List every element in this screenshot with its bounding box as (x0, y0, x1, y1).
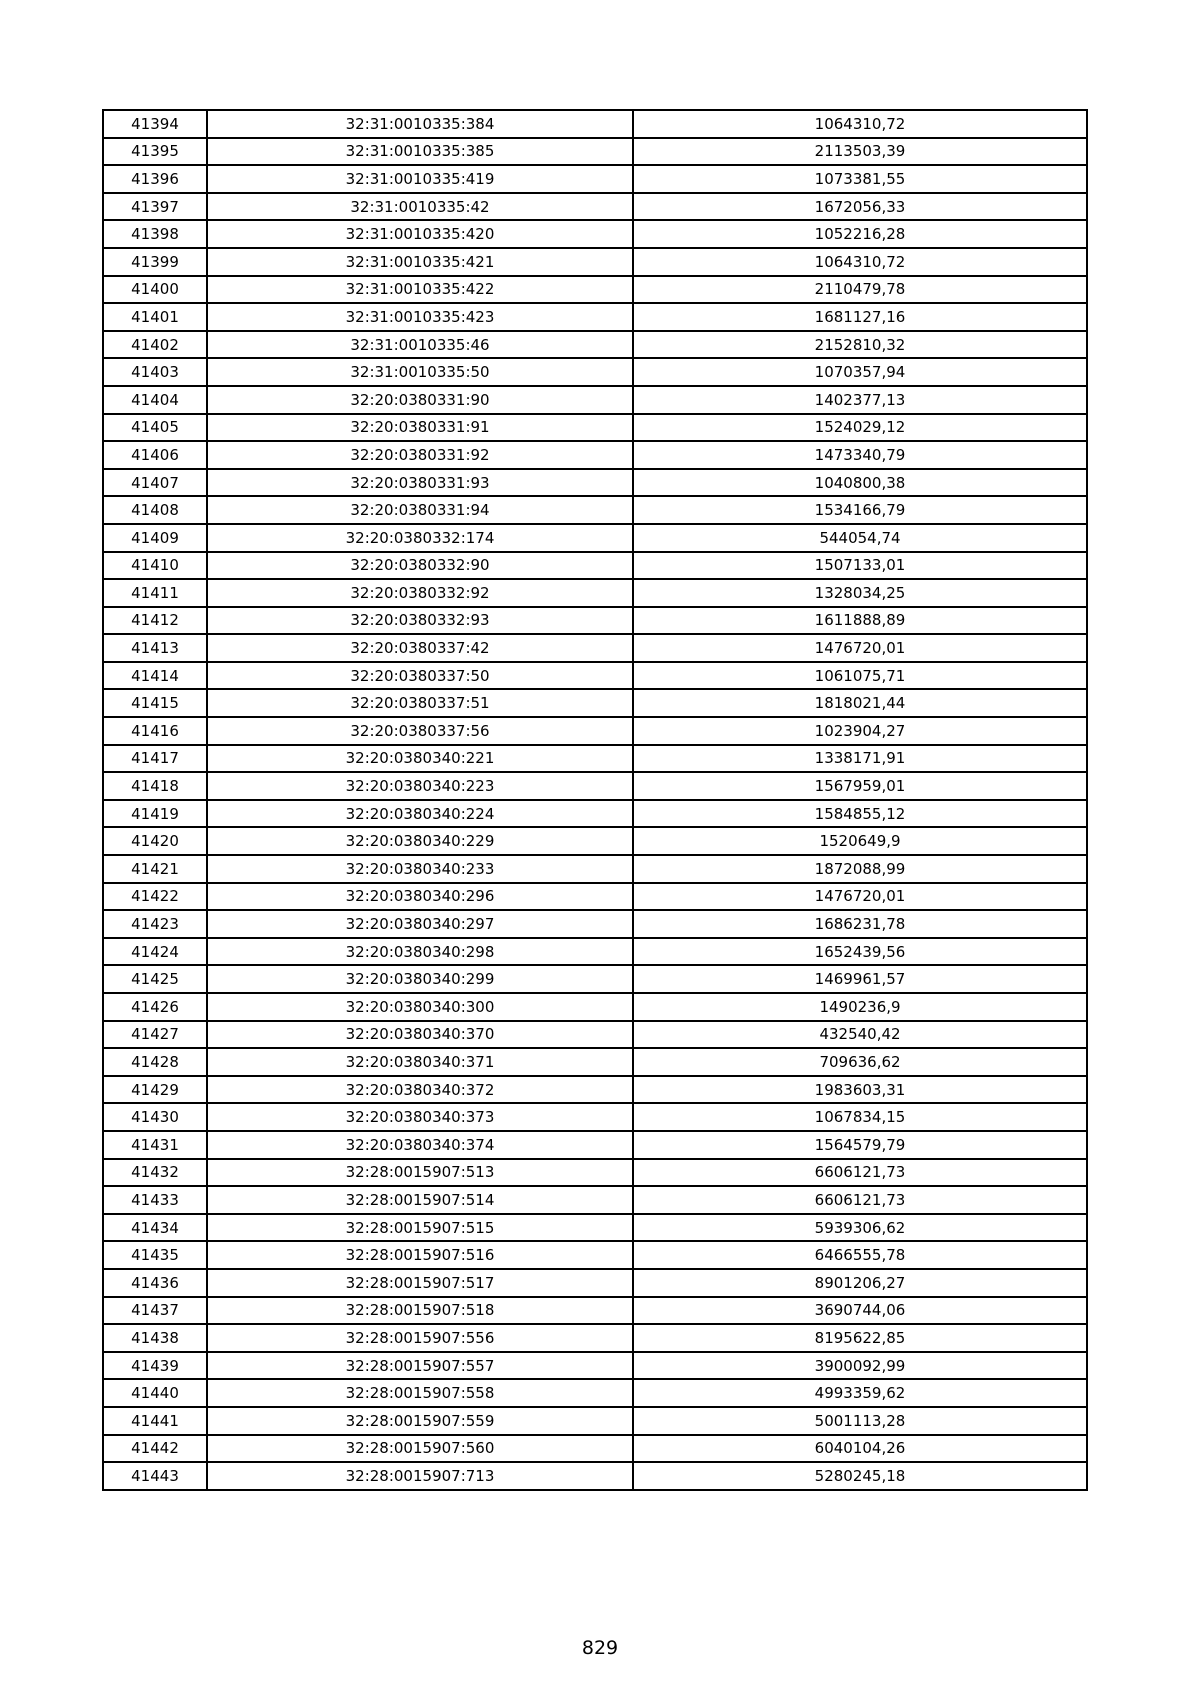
table-row (103, 1021, 1087, 1049)
row-number-cell: 41398 (103, 220, 207, 248)
table-row (103, 331, 1087, 359)
table-row (103, 1048, 1087, 1076)
cadastral-number-cell: 32:28:0015907:517 (207, 1269, 633, 1297)
row-number-cell: 41421 (103, 855, 207, 883)
row-number-cell: 41399 (103, 248, 207, 276)
row-number-cell: 41395 (103, 138, 207, 166)
row-number-cell: 41402 (103, 331, 207, 359)
value-cell: 1064310,72 (633, 248, 1087, 276)
cadastral-number-cell: 32:31:0010335:46 (207, 331, 633, 359)
value-cell: 1490236,9 (633, 993, 1087, 1021)
row-number-cell: 41404 (103, 386, 207, 414)
table-row (103, 855, 1087, 883)
table-row (103, 607, 1087, 635)
row-number-cell: 41410 (103, 552, 207, 580)
row-number-cell: 41433 (103, 1186, 207, 1214)
cadastral-number-cell: 32:28:0015907:560 (207, 1435, 633, 1463)
row-number-cell: 41419 (103, 800, 207, 828)
row-number-cell: 41422 (103, 883, 207, 911)
table-row (103, 1186, 1087, 1214)
cadastral-number-cell: 32:31:0010335:420 (207, 220, 633, 248)
value-cell: 8901206,27 (633, 1269, 1087, 1297)
value-cell: 1067834,15 (633, 1103, 1087, 1131)
value-cell: 1070357,94 (633, 358, 1087, 386)
cadastral-number-cell: 32:20:0380340:298 (207, 938, 633, 966)
table-row (103, 1435, 1087, 1463)
cadastral-number-cell: 32:31:0010335:419 (207, 165, 633, 193)
value-cell: 1652439,56 (633, 938, 1087, 966)
row-number-cell: 41436 (103, 1269, 207, 1297)
table-row (103, 1352, 1087, 1380)
table-row (103, 662, 1087, 690)
row-number-cell: 41429 (103, 1076, 207, 1104)
table-row (103, 800, 1087, 828)
value-cell: 6040104,26 (633, 1435, 1087, 1463)
value-cell: 2152810,32 (633, 331, 1087, 359)
value-cell: 1564579,79 (633, 1131, 1087, 1159)
table-row (103, 717, 1087, 745)
row-number-cell: 41415 (103, 689, 207, 717)
cadastral-number-cell: 32:20:0380332:174 (207, 524, 633, 552)
cadastral-number-cell: 32:31:0010335:385 (207, 138, 633, 166)
row-number-cell: 41443 (103, 1462, 207, 1490)
value-cell: 1524029,12 (633, 414, 1087, 442)
cadastral-number-cell: 32:28:0015907:556 (207, 1324, 633, 1352)
value-cell: 709636,62 (633, 1048, 1087, 1076)
value-cell: 6606121,73 (633, 1159, 1087, 1187)
table-row (103, 965, 1087, 993)
value-cell: 1476720,01 (633, 634, 1087, 662)
table-row (103, 772, 1087, 800)
row-number-cell: 41408 (103, 496, 207, 524)
cadastral-number-cell: 32:20:0380340:300 (207, 993, 633, 1021)
cadastral-number-cell: 32:28:0015907:557 (207, 1352, 633, 1380)
table-row (103, 552, 1087, 580)
table-row (103, 220, 1087, 248)
table-row (103, 1241, 1087, 1269)
row-number-cell: 41425 (103, 965, 207, 993)
row-number-cell: 41411 (103, 579, 207, 607)
value-cell: 1520649,9 (633, 827, 1087, 855)
table-row (103, 1103, 1087, 1131)
table-row (103, 993, 1087, 1021)
cadastral-number-cell: 32:20:0380340:233 (207, 855, 633, 883)
table-row (103, 138, 1087, 166)
row-number-cell: 41430 (103, 1103, 207, 1131)
table-row (103, 827, 1087, 855)
cadastral-number-cell: 32:31:0010335:422 (207, 276, 633, 304)
table-row (103, 1297, 1087, 1325)
cadastral-number-cell: 32:20:0380340:229 (207, 827, 633, 855)
value-cell: 4993359,62 (633, 1379, 1087, 1407)
cadastral-number-cell: 32:20:0380332:90 (207, 552, 633, 580)
value-cell: 1052216,28 (633, 220, 1087, 248)
cadastral-number-cell: 32:20:0380332:92 (207, 579, 633, 607)
cadastral-number-cell: 32:28:0015907:558 (207, 1379, 633, 1407)
row-number-cell: 41397 (103, 193, 207, 221)
row-number-cell: 41434 (103, 1214, 207, 1242)
cadastral-number-cell: 32:28:0015907:518 (207, 1297, 633, 1325)
table-row (103, 414, 1087, 442)
value-cell: 1061075,71 (633, 662, 1087, 690)
row-number-cell: 41438 (103, 1324, 207, 1352)
row-number-cell: 41401 (103, 303, 207, 331)
table-row (103, 386, 1087, 414)
row-number-cell: 41427 (103, 1021, 207, 1049)
row-number-cell: 41423 (103, 910, 207, 938)
row-number-cell: 41418 (103, 772, 207, 800)
row-number-cell: 41439 (103, 1352, 207, 1380)
row-number-cell: 41440 (103, 1379, 207, 1407)
cadastral-number-cell: 32:31:0010335:384 (207, 110, 633, 138)
data-table (102, 109, 1088, 1491)
cadastral-number-cell: 32:20:0380332:93 (207, 607, 633, 635)
value-cell: 6606121,73 (633, 1186, 1087, 1214)
row-number-cell: 41432 (103, 1159, 207, 1187)
value-cell: 1328034,25 (633, 579, 1087, 607)
value-cell: 1064310,72 (633, 110, 1087, 138)
row-number-cell: 41420 (103, 827, 207, 855)
cadastral-number-cell: 32:20:0380340:223 (207, 772, 633, 800)
table-row (103, 496, 1087, 524)
value-cell: 1818021,44 (633, 689, 1087, 717)
table-body (103, 110, 1087, 1490)
cadastral-number-cell: 32:20:0380331:91 (207, 414, 633, 442)
value-cell: 2113503,39 (633, 138, 1087, 166)
row-number-cell: 41435 (103, 1241, 207, 1269)
cadastral-number-cell: 32:28:0015907:513 (207, 1159, 633, 1187)
table-row (103, 910, 1087, 938)
table-row (103, 883, 1087, 911)
value-cell: 3690744,06 (633, 1297, 1087, 1325)
table-row (103, 276, 1087, 304)
cadastral-number-cell: 32:20:0380337:56 (207, 717, 633, 745)
value-cell: 1686231,78 (633, 910, 1087, 938)
cadastral-number-cell: 32:20:0380337:50 (207, 662, 633, 690)
table-row (103, 1214, 1087, 1242)
value-cell: 3900092,99 (633, 1352, 1087, 1380)
value-cell: 2110479,78 (633, 276, 1087, 304)
table-row (103, 1407, 1087, 1435)
table-row (103, 579, 1087, 607)
value-cell: 1402377,13 (633, 386, 1087, 414)
cadastral-number-cell: 32:28:0015907:514 (207, 1186, 633, 1214)
row-number-cell: 41412 (103, 607, 207, 635)
table-row (103, 1269, 1087, 1297)
row-number-cell: 41441 (103, 1407, 207, 1435)
row-number-cell: 41417 (103, 745, 207, 773)
table-row (103, 524, 1087, 552)
cadastral-number-cell: 32:28:0015907:713 (207, 1462, 633, 1490)
value-cell: 1476720,01 (633, 883, 1087, 911)
cadastral-number-cell: 32:20:0380331:90 (207, 386, 633, 414)
row-number-cell: 41406 (103, 441, 207, 469)
page-number: 829 (581, 1637, 619, 1659)
value-cell: 1983603,31 (633, 1076, 1087, 1104)
value-cell: 1567959,01 (633, 772, 1087, 800)
cadastral-number-cell: 32:20:0380340:221 (207, 745, 633, 773)
value-cell: 1611888,89 (633, 607, 1087, 635)
cadastral-number-cell: 32:31:0010335:421 (207, 248, 633, 276)
row-number-cell: 41400 (103, 276, 207, 304)
value-cell: 5939306,62 (633, 1214, 1087, 1242)
value-cell: 1584855,12 (633, 800, 1087, 828)
table-row (103, 745, 1087, 773)
value-cell: 8195622,85 (633, 1324, 1087, 1352)
table-row (103, 1159, 1087, 1187)
cadastral-number-cell: 32:20:0380340:297 (207, 910, 633, 938)
value-cell: 5280245,18 (633, 1462, 1087, 1490)
table-row (103, 634, 1087, 662)
row-number-cell: 41396 (103, 165, 207, 193)
table-row (103, 193, 1087, 221)
cadastral-number-cell: 32:20:0380337:42 (207, 634, 633, 662)
table-row (103, 938, 1087, 966)
value-cell: 1872088,99 (633, 855, 1087, 883)
table-row (103, 303, 1087, 331)
row-number-cell: 41431 (103, 1131, 207, 1159)
cadastral-number-cell: 32:20:0380337:51 (207, 689, 633, 717)
table-row (103, 110, 1087, 138)
row-number-cell: 41426 (103, 993, 207, 1021)
row-number-cell: 41403 (103, 358, 207, 386)
cadastral-number-cell: 32:20:0380331:94 (207, 496, 633, 524)
row-number-cell: 41414 (103, 662, 207, 690)
table-row (103, 1462, 1087, 1490)
cadastral-number-cell: 32:20:0380331:92 (207, 441, 633, 469)
table-row (103, 1131, 1087, 1159)
cadastral-number-cell: 32:28:0015907:515 (207, 1214, 633, 1242)
row-number-cell: 41405 (103, 414, 207, 442)
value-cell: 1469961,57 (633, 965, 1087, 993)
cadastral-number-cell: 32:31:0010335:423 (207, 303, 633, 331)
value-cell: 1672056,33 (633, 193, 1087, 221)
table-row (103, 469, 1087, 497)
cadastral-number-cell: 32:20:0380340:296 (207, 883, 633, 911)
table-row (103, 1324, 1087, 1352)
cadastral-number-cell: 32:31:0010335:42 (207, 193, 633, 221)
row-number-cell: 41409 (103, 524, 207, 552)
row-number-cell: 41413 (103, 634, 207, 662)
value-cell: 1073381,55 (633, 165, 1087, 193)
row-number-cell: 41394 (103, 110, 207, 138)
row-number-cell: 41437 (103, 1297, 207, 1325)
cadastral-number-cell: 32:20:0380340:370 (207, 1021, 633, 1049)
cadastral-number-cell: 32:20:0380340:371 (207, 1048, 633, 1076)
row-number-cell: 41424 (103, 938, 207, 966)
value-cell: 1507133,01 (633, 552, 1087, 580)
value-cell: 1681127,16 (633, 303, 1087, 331)
value-cell: 1338171,91 (633, 745, 1087, 773)
cadastral-number-cell: 32:20:0380340:299 (207, 965, 633, 993)
row-number-cell: 41416 (103, 717, 207, 745)
table-row (103, 689, 1087, 717)
value-cell: 432540,42 (633, 1021, 1087, 1049)
cadastral-number-cell: 32:20:0380340:224 (207, 800, 633, 828)
table-row (103, 248, 1087, 276)
table-row (103, 1379, 1087, 1407)
value-cell: 6466555,78 (633, 1241, 1087, 1269)
value-cell: 1473340,79 (633, 441, 1087, 469)
table-row (103, 1076, 1087, 1104)
row-number-cell: 41442 (103, 1435, 207, 1463)
value-cell: 1534166,79 (633, 496, 1087, 524)
row-number-cell: 41428 (103, 1048, 207, 1076)
cadastral-number-cell: 32:28:0015907:516 (207, 1241, 633, 1269)
value-cell: 544054,74 (633, 524, 1087, 552)
table-row (103, 165, 1087, 193)
cadastral-number-cell: 32:20:0380331:93 (207, 469, 633, 497)
row-number-cell: 41407 (103, 469, 207, 497)
cadastral-number-cell: 32:20:0380340:374 (207, 1131, 633, 1159)
cadastral-number-cell: 32:20:0380340:372 (207, 1076, 633, 1104)
cadastral-number-cell: 32:31:0010335:50 (207, 358, 633, 386)
value-cell: 1023904,27 (633, 717, 1087, 745)
table-row (103, 441, 1087, 469)
cadastral-number-cell: 32:20:0380340:373 (207, 1103, 633, 1131)
cadastral-number-cell: 32:28:0015907:559 (207, 1407, 633, 1435)
value-cell: 1040800,38 (633, 469, 1087, 497)
value-cell: 5001113,28 (633, 1407, 1087, 1435)
table-row (103, 358, 1087, 386)
